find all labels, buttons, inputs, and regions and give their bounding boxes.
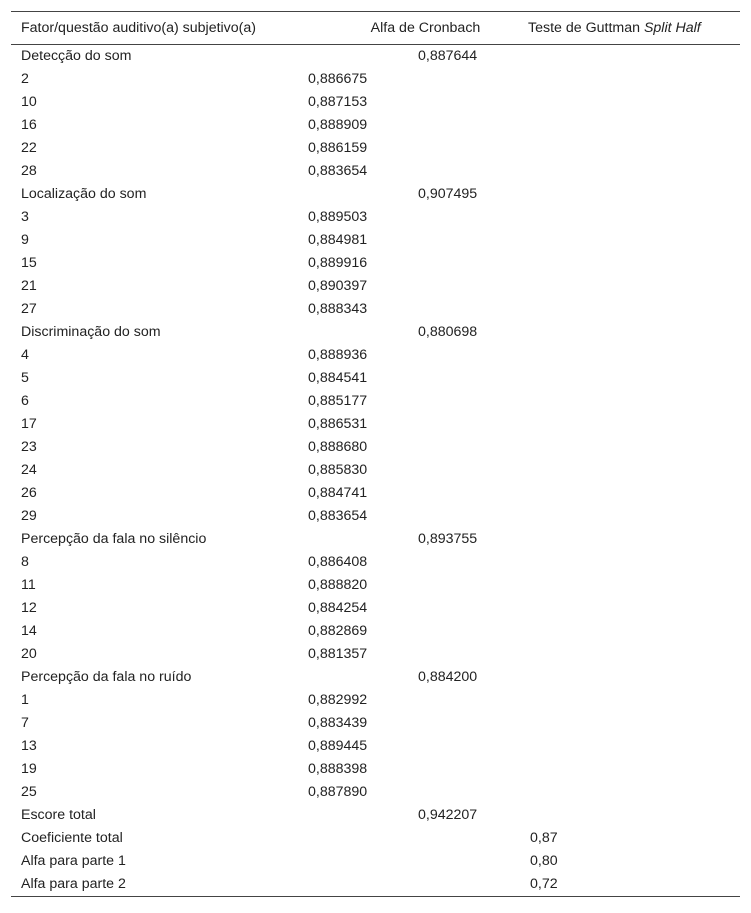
cronbach-alpha-cell — [301, 91, 522, 114]
question-number: 20 — [21, 646, 37, 662]
item-alpha-value: 0,888820 — [308, 577, 368, 593]
cronbach-alpha-cell — [301, 183, 522, 206]
table-row — [11, 827, 740, 850]
question-number: 7 — [21, 715, 29, 731]
cronbach-alpha-cell — [301, 574, 522, 597]
question-number: 21 — [21, 278, 37, 294]
guttman-cell — [522, 597, 740, 620]
table-row — [11, 804, 740, 827]
cronbach-alpha-cell — [301, 781, 522, 804]
table-body — [11, 45, 740, 897]
cronbach-alpha-cell — [301, 482, 522, 505]
guttman-cell — [522, 643, 740, 666]
factor-alpha-value: 0,942207 — [418, 807, 478, 823]
cronbach-alpha-cell — [301, 137, 522, 160]
factor-label: Coeficiente total — [21, 830, 123, 846]
item-alpha-value: 0,884254 — [308, 600, 368, 616]
guttman-cell — [522, 91, 740, 114]
item-alpha-value: 0,883654 — [308, 163, 368, 179]
guttman-cell — [522, 137, 740, 160]
item-alpha-value: 0,883439 — [308, 715, 368, 731]
table-row — [11, 436, 740, 459]
reliability-table-container — [11, 11, 740, 897]
reliability-table — [11, 11, 740, 897]
cronbach-alpha-cell — [301, 505, 522, 528]
cronbach-alpha-cell — [301, 528, 522, 551]
guttman-cell — [522, 114, 740, 137]
guttman-cell — [522, 160, 740, 183]
guttman-cell — [522, 781, 740, 804]
table-row — [11, 344, 740, 367]
table-row — [11, 459, 740, 482]
item-alpha-value: 0,888398 — [308, 761, 368, 777]
guttman-cell — [522, 367, 740, 390]
cronbach-alpha-cell — [301, 850, 522, 873]
question-number: 24 — [21, 462, 37, 478]
table-row — [11, 712, 740, 735]
item-alpha-value: 0,888909 — [308, 117, 368, 133]
factor-label: Percepção da fala no ruído — [21, 669, 192, 685]
item-alpha-value: 0,888936 — [308, 347, 368, 363]
guttman-cell: 0,80 — [530, 853, 558, 869]
guttman-cell — [522, 459, 740, 482]
guttman-cell — [522, 390, 740, 413]
item-alpha-value: 0,883654 — [308, 508, 368, 524]
guttman-cell — [522, 45, 740, 68]
guttman-cell — [522, 275, 740, 298]
cronbach-alpha-cell — [301, 344, 522, 367]
table-row — [11, 781, 740, 804]
cronbach-alpha-cell — [301, 551, 522, 574]
table-row — [11, 183, 740, 206]
item-alpha-value: 0,886531 — [308, 416, 368, 432]
table-row — [11, 482, 740, 505]
guttman-cell — [522, 183, 740, 206]
table-row — [11, 321, 740, 344]
cronbach-alpha-cell — [301, 873, 522, 897]
table-row — [11, 735, 740, 758]
question-number: 29 — [21, 508, 37, 524]
cronbach-alpha-cell — [301, 114, 522, 137]
question-number: 16 — [21, 117, 37, 133]
factor-label: Localização do som — [21, 186, 147, 202]
question-number: 12 — [21, 600, 37, 616]
guttman-cell: 0,72 — [530, 876, 558, 893]
item-alpha-value: 0,881357 — [308, 646, 368, 662]
guttman-cell — [522, 505, 740, 528]
factor-label: Discriminação do som — [21, 324, 161, 340]
cronbach-alpha-cell — [301, 68, 522, 91]
table-row — [11, 229, 740, 252]
guttman-cell — [522, 413, 740, 436]
cronbach-alpha-cell — [301, 804, 522, 827]
table-row — [11, 206, 740, 229]
item-alpha-value: 0,888680 — [308, 439, 368, 455]
guttman-cell — [522, 344, 740, 367]
cronbach-alpha-cell — [301, 321, 522, 344]
factor-alpha-value: 0,884200 — [418, 669, 478, 685]
question-number: 11 — [21, 577, 36, 593]
cronbach-alpha-cell — [301, 229, 522, 252]
table-row — [11, 873, 740, 897]
guttman-cell — [522, 68, 740, 91]
header-row — [11, 12, 740, 45]
table-row — [11, 137, 740, 160]
cronbach-alpha-cell — [301, 643, 522, 666]
factor-label: Escore total — [21, 807, 96, 823]
question-number: 26 — [21, 485, 37, 501]
cronbach-alpha-cell — [301, 758, 522, 781]
cronbach-alpha-cell — [301, 459, 522, 482]
factor-label: Alfa para parte 1 — [21, 853, 126, 869]
table-row — [11, 252, 740, 275]
question-number: 15 — [21, 255, 37, 271]
guttman-cell — [522, 298, 740, 321]
question-number: 6 — [21, 393, 29, 409]
cronbach-alpha-cell — [301, 252, 522, 275]
table-row — [11, 758, 740, 781]
cronbach-alpha-cell — [301, 666, 522, 689]
guttman-cell — [522, 620, 740, 643]
item-alpha-value: 0,888343 — [308, 301, 368, 317]
cronbach-alpha-cell — [301, 206, 522, 229]
question-number: 14 — [21, 623, 37, 639]
cronbach-alpha-cell — [301, 827, 522, 850]
header-guttman-split-half — [522, 12, 740, 45]
table-row — [11, 367, 740, 390]
header-factor-question: Fator/questão auditivo(a) subjetivo(a) — [21, 20, 257, 36]
table-row — [11, 68, 740, 91]
factor-alpha-value: 0,907495 — [418, 186, 478, 202]
question-number: 3 — [21, 209, 29, 225]
item-alpha-value: 0,886159 — [308, 140, 368, 156]
guttman-cell — [522, 436, 740, 459]
table-row — [11, 551, 740, 574]
table-row — [11, 298, 740, 321]
question-number: 17 — [21, 416, 37, 432]
table-row — [11, 413, 740, 436]
question-number: 23 — [21, 439, 37, 455]
guttman-cell — [522, 528, 740, 551]
cronbach-alpha-cell — [301, 413, 522, 436]
item-alpha-value: 0,885830 — [308, 462, 368, 478]
item-alpha-value: 0,884741 — [308, 485, 368, 501]
table-row — [11, 528, 740, 551]
item-alpha-value: 0,887890 — [308, 784, 368, 800]
cronbach-alpha-cell — [301, 275, 522, 298]
table-row — [11, 574, 740, 597]
guttman-cell — [522, 666, 740, 689]
question-number: 22 — [21, 140, 37, 156]
question-number: 28 — [21, 163, 37, 179]
item-alpha-value: 0,884541 — [308, 370, 368, 386]
guttman-cell — [522, 252, 740, 275]
header-guttman-prefix: Teste de Guttman — [528, 20, 644, 36]
cronbach-alpha-cell — [301, 620, 522, 643]
guttman-cell: 0,87 — [530, 830, 558, 846]
item-alpha-value: 0,885177 — [308, 393, 368, 409]
guttman-cell — [522, 551, 740, 574]
guttman-cell — [522, 482, 740, 505]
guttman-cell — [522, 735, 740, 758]
guttman-cell — [522, 758, 740, 781]
question-number: 1 — [21, 692, 29, 708]
table-row — [11, 275, 740, 298]
question-number: 2 — [21, 71, 29, 87]
item-alpha-value: 0,886675 — [308, 71, 368, 87]
factor-label: Percepção da fala no silêncio — [21, 531, 207, 547]
cronbach-alpha-cell — [301, 436, 522, 459]
question-number: 19 — [21, 761, 37, 777]
factor-alpha-value: 0,887644 — [418, 48, 478, 65]
header-guttman-italic: Split Half — [643, 20, 701, 36]
cronbach-alpha-cell — [301, 367, 522, 390]
item-alpha-value: 0,889503 — [308, 209, 368, 225]
factor-alpha-value: 0,880698 — [418, 324, 478, 340]
cronbach-alpha-cell — [301, 597, 522, 620]
guttman-cell — [522, 712, 740, 735]
factor-label: Detecção do som — [21, 48, 132, 65]
cronbach-alpha-cell — [301, 298, 522, 321]
table-row — [11, 597, 740, 620]
table-row — [11, 505, 740, 528]
question-number: 25 — [21, 784, 37, 800]
question-number: 13 — [21, 738, 37, 754]
guttman-cell — [522, 321, 740, 344]
table-row — [11, 160, 740, 183]
guttman-cell — [522, 574, 740, 597]
cronbach-alpha-cell — [301, 712, 522, 735]
guttman-cell — [522, 689, 740, 712]
table-row — [11, 390, 740, 413]
item-alpha-value: 0,884981 — [308, 232, 368, 248]
item-alpha-value: 0,889916 — [308, 255, 368, 271]
question-number: 27 — [21, 301, 37, 317]
guttman-cell — [522, 804, 740, 827]
table-row — [11, 45, 740, 68]
header-cronbach-alpha: Alfa de Cronbach — [370, 20, 481, 36]
item-alpha-value: 0,886408 — [308, 554, 368, 570]
cronbach-alpha-cell — [301, 390, 522, 413]
table-row — [11, 643, 740, 666]
guttman-cell — [522, 229, 740, 252]
table-row — [11, 91, 740, 114]
question-number: 9 — [21, 232, 29, 248]
question-number: 10 — [21, 94, 37, 110]
table-row — [11, 689, 740, 712]
item-alpha-value: 0,887153 — [308, 94, 368, 110]
question-number: 8 — [21, 554, 29, 570]
question-number: 4 — [21, 347, 29, 363]
cronbach-alpha-cell — [301, 160, 522, 183]
item-alpha-value: 0,882992 — [308, 692, 368, 708]
table-row — [11, 850, 740, 873]
item-alpha-value: 0,889445 — [308, 738, 368, 754]
cronbach-alpha-cell — [301, 45, 522, 68]
table-row — [11, 620, 740, 643]
factor-label: Alfa para parte 2 — [21, 876, 126, 893]
table-row — [11, 666, 740, 689]
table-header — [11, 12, 740, 45]
question-number: 5 — [21, 370, 29, 386]
item-alpha-value: 0,890397 — [308, 278, 368, 294]
cronbach-alpha-cell — [301, 689, 522, 712]
table-row — [11, 114, 740, 137]
factor-alpha-value: 0,893755 — [418, 531, 478, 547]
guttman-cell — [522, 206, 740, 229]
item-alpha-value: 0,882869 — [308, 623, 368, 639]
cronbach-alpha-cell — [301, 735, 522, 758]
